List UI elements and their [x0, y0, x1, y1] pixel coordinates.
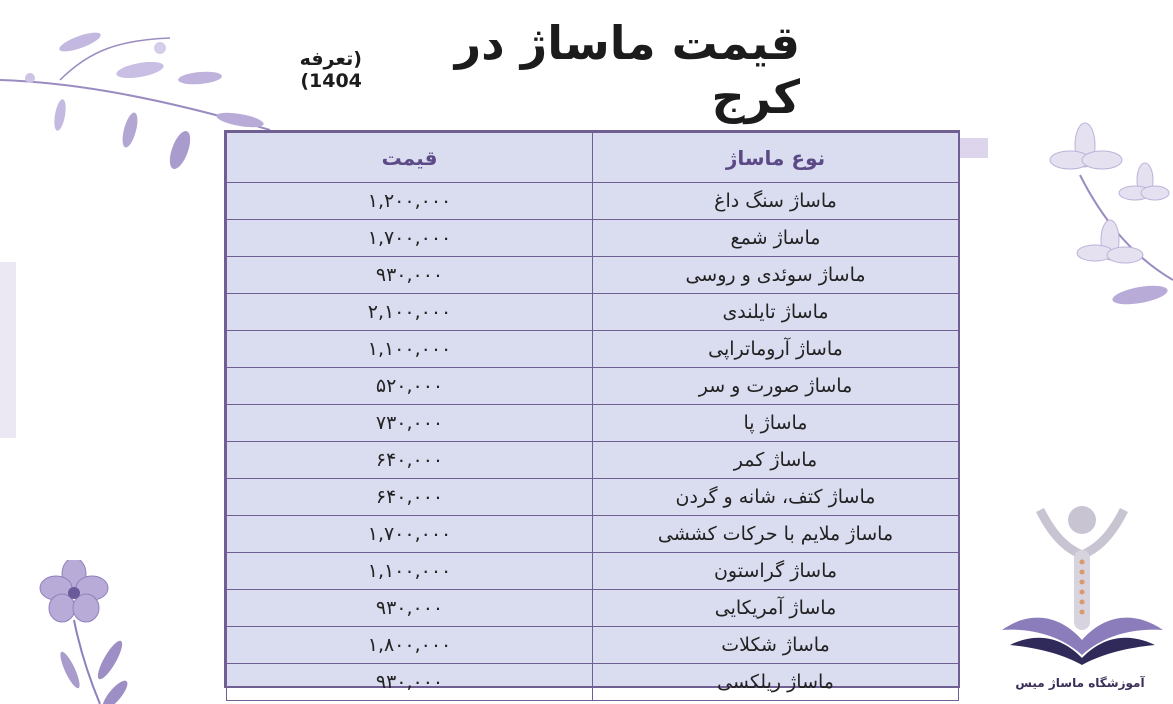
- massage-type-cell: ماساژ پا: [593, 405, 959, 442]
- table-header-row: [227, 133, 959, 183]
- page-header: [240, 16, 800, 124]
- price-cell: ۹۳۰,۰۰۰: [227, 257, 593, 294]
- massage-type-cell: ماساژ کتف، شانه و گردن: [593, 479, 959, 516]
- table-row: [227, 183, 959, 220]
- price-cell: ۱,۷۰۰,۰۰۰: [227, 220, 593, 257]
- massage-type-cell: ماساژ آروماتراپی: [593, 331, 959, 368]
- table-row: [227, 405, 959, 442]
- table-row: [227, 664, 959, 701]
- massage-type-cell: ماساژ شمع: [593, 220, 959, 257]
- massage-type-cell: ماساژ آمریکایی: [593, 590, 959, 627]
- price-cell: ۱,۲۰۰,۰۰۰: [227, 183, 593, 220]
- school-logo: [1000, 500, 1165, 675]
- table-row: [227, 220, 959, 257]
- price-cell: ۷۳۰,۰۰۰: [227, 405, 593, 442]
- table-row: [227, 368, 959, 405]
- table-row: [227, 479, 959, 516]
- page-subtitle: (تعرفه 1404): [299, 48, 362, 92]
- price-cell: ۱,۸۰۰,۰۰۰: [227, 627, 593, 664]
- massage-type-cell: ماساژ سوئدی و روسی: [593, 257, 959, 294]
- price-cell: ۱,۷۰۰,۰۰۰: [227, 516, 593, 553]
- table-row: [227, 516, 959, 553]
- massage-type-cell: ماساژ ملایم با حرکات کششی: [593, 516, 959, 553]
- column-header-price: قیمت: [227, 133, 593, 183]
- table-row: [227, 294, 959, 331]
- price-cell: ۲,۱۰۰,۰۰۰: [227, 294, 593, 331]
- massage-type-cell: ماساژ ریلکسی: [593, 664, 959, 701]
- price-table: [224, 130, 960, 693]
- table-row: [227, 590, 959, 627]
- price-cell: ۹۳۰,۰۰۰: [227, 590, 593, 627]
- massage-type-cell: ماساژ صورت و سر: [593, 368, 959, 405]
- price-table-grid: [226, 132, 959, 701]
- table-row: [227, 331, 959, 368]
- logo-caption: آموزشگاه ماساژ میس: [1015, 676, 1145, 690]
- massage-type-cell: ماساژ سنگ داغ: [593, 183, 959, 220]
- price-cell: ۶۴۰,۰۰۰: [227, 442, 593, 479]
- price-cell: ۱,۱۰۰,۰۰۰: [227, 331, 593, 368]
- table-row: [227, 553, 959, 590]
- table-row: [227, 627, 959, 664]
- column-header-type: نوع ماساژ: [593, 133, 959, 183]
- table-row: [227, 257, 959, 294]
- flower-decoration-top-right: [1040, 115, 1173, 315]
- flower-decoration-bottom-left: [30, 560, 140, 704]
- price-cell: ۵۲۰,۰۰۰: [227, 368, 593, 405]
- page-title: قیمت ماساژ در کرج: [454, 16, 800, 124]
- massage-type-cell: ماساژ گراستون: [593, 553, 959, 590]
- massage-type-cell: ماساژ کمر: [593, 442, 959, 479]
- price-cell: ۱,۱۰۰,۰۰۰: [227, 553, 593, 590]
- massage-type-cell: ماساژ شکلات: [593, 627, 959, 664]
- price-cell: ۹۳۰,۰۰۰: [227, 664, 593, 701]
- massage-type-cell: ماساژ تایلندی: [593, 294, 959, 331]
- price-cell: ۶۴۰,۰۰۰: [227, 479, 593, 516]
- table-row: [227, 442, 959, 479]
- left-edge-swatch-decoration: [0, 262, 16, 438]
